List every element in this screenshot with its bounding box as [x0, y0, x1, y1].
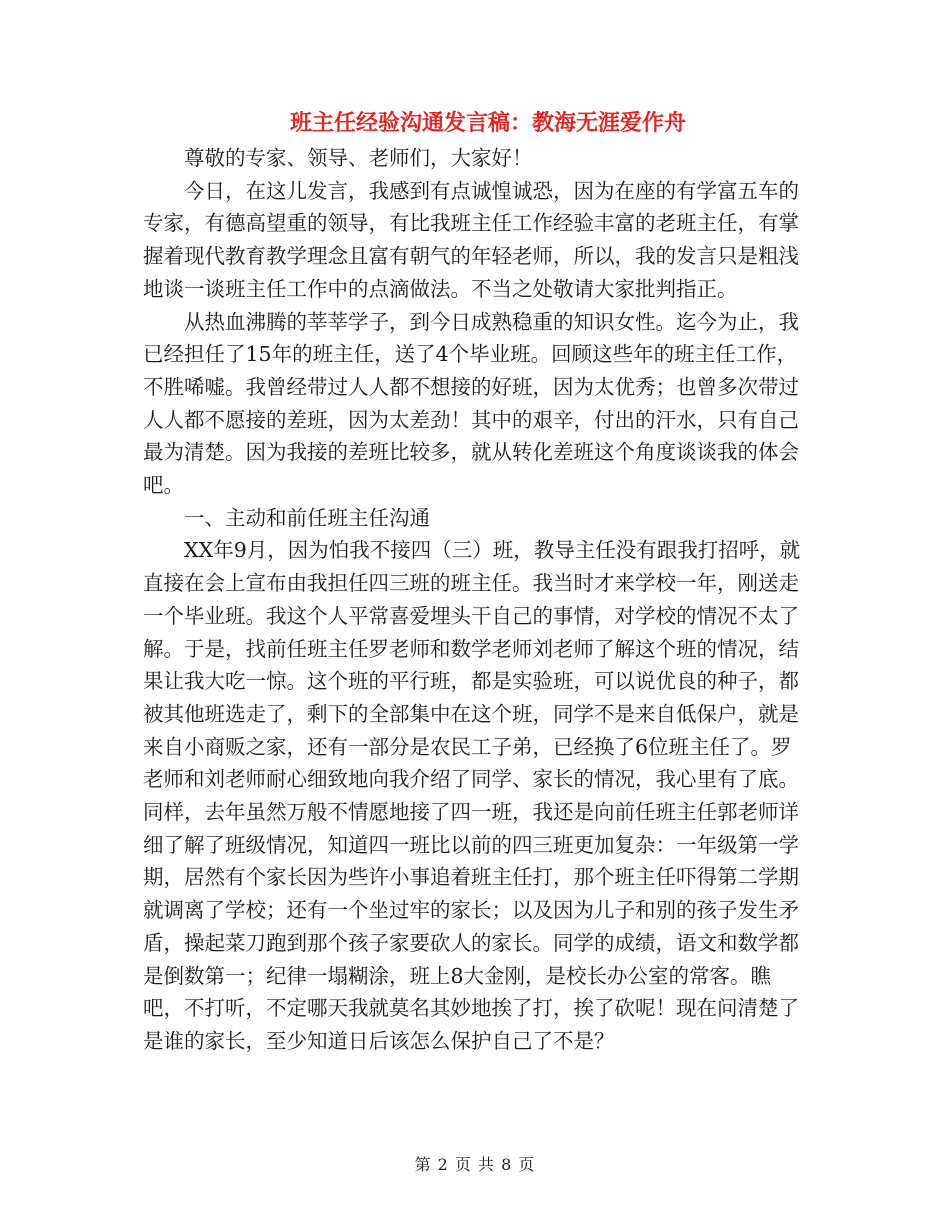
intro-paragraph: 今日，在这儿发言，我感到有点诚惶诚恐，因为在座的有学富五车的专家，有德高望重的领导，有比我班主任工作经验丰富的老班主任，有掌握着现代教育教学理念且富有朝气的年轻老师，所以，我的发言只是粗浅地谈一谈班主任工作中的点滴做法。不当之处敬请大家批判指正。 [143, 178, 799, 301]
section-heading: 一、主动和前任班主任沟通 [143, 505, 430, 530]
experience-paragraph: 从热血沸腾的莘莘学子，到今日成熟稳重的知识女性。迄今为止，我已经担任了15年的班主任，送了4个毕业班。回顾这些年的班主任工作，不胜唏嘘。我曾经带过人人都不想接的好班，因为太优秀；也曾多次带过人人都不愿接的差班，因为太差劲！其中的艰辛，付出的汗水，只有自己最为清楚。因为我接的差班比较多，就从转化差班这个角度谈谈我的体会吧。 [143, 309, 799, 498]
greeting-paragraph: 尊敬的专家、领导、老师们，大家好！ [143, 146, 533, 170]
document-title: 班主任经验沟通发言稿：教海无涯爱作舟 [289, 110, 686, 136]
section-body-paragraph: XX年9月，因为怕我不接四（三）班，教导主任没有跟我打招呼，就直接在会上宣布由我担任四三班的班主任。我当时才来学校一年，刚送走一个毕业班。我这个人平常喜爱埋头干自己的事情，对学校的情况不太了解。于是，找前任班主任罗老师和数学老师刘老师了解这个班的情况，结果让我大吃一惊。这个班的平行班，都是实验班，可以说优良的种子，都被其他班选走了，剩下的全部集中在这个班，同学不是来自低保户，就是来自小商贩之家，还有一部分是农民工子弟，已经换了6位班主任了。罗老师和刘老师耐心细致地向我介绍了同学、家长的情况，我心里有了底。同样，去年虽然万般不情愿地接了四一班，我还是向前任班主任郭老师详细了解了班级情况，知道四一班比以前的四三班更加复杂：一年级第一学期，居然有个家长因为些许小事追着班主任打，那个班主任吓得第二学期就调离了学校；还有一个坐过牢的家长；以及因为儿子和别的孩子发生矛盾，操起菜刀跑到那个孩子家要砍人的家长。同学的成绩，语文和数学都是倒数第一；纪律一塌糊涂，班上8大金刚，是校长办公室的常客。瞧吧，不打听，不定哪天我就莫名其妙地挨了打，挨了砍呢！现在问清楚了是谁的家长，至少知道日后该怎么保护自己了不是？ [143, 538, 801, 1053]
document-page [143, 108, 807, 1058]
page-footer: 第 2 页 共 8 页 [414, 1155, 536, 1174]
